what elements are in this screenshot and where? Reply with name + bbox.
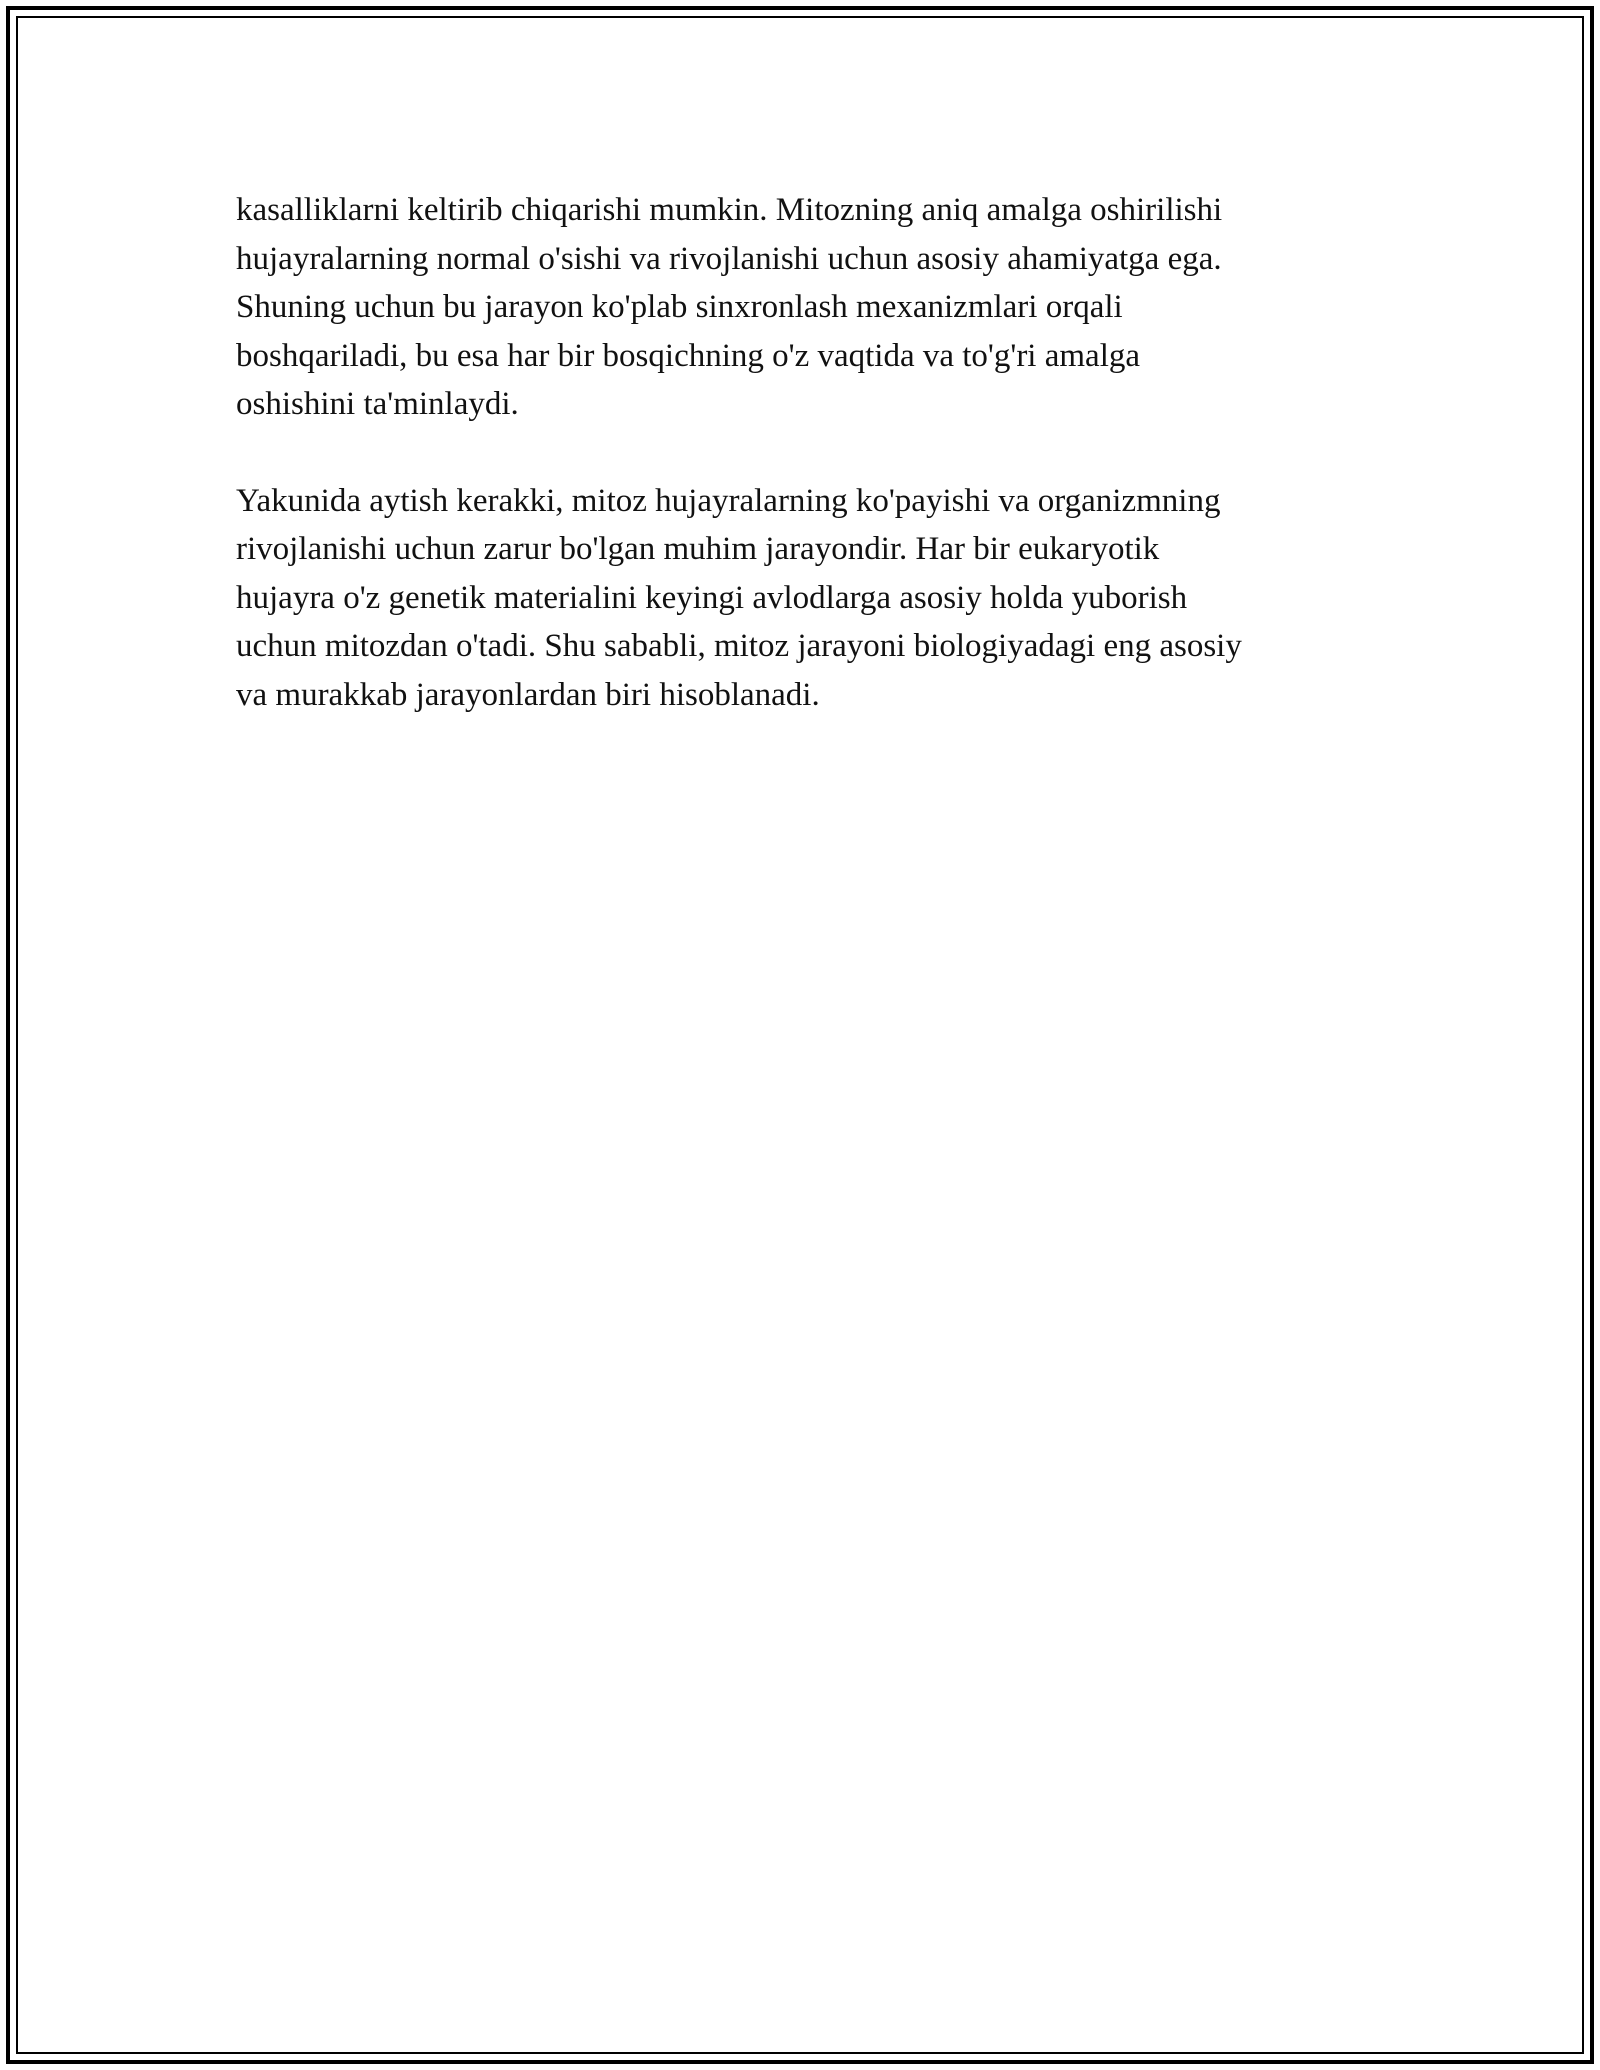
document-body bbox=[236, 186, 1366, 767]
paragraph: kasalliklarni keltirib chiqarishi mumkin. Mitozning aniq amalga oshirilishi hujayralarning normal o'sishi va rivojlanishi uchun asosiy ahamiyatga ega. Shuning uchun bu jarayon ko'plab sinxronlash mexanizmlari orqali boshqariladi, bu esa har bir bosqichning o'z vaqtida va to'g'ri amalga oshishini ta'minlaydi. bbox=[236, 192, 1223, 422]
paragraph: Yakunida aytish kerakki, mitoz hujayralarning ko'payishi va organizmning rivojlanishi uchun zarur bo'lgan muhim jarayondir. Har bir eukaryotik hujayra o'z genetik materialini keyingi avlodlarga asosiy holda yuborish uchun mitozdan o'tadi. Shu sababli, mitoz jarayoni biologiyadagi eng asosiy va murakkab jarayonlardan biri hisoblanadi. bbox=[236, 482, 1242, 713]
